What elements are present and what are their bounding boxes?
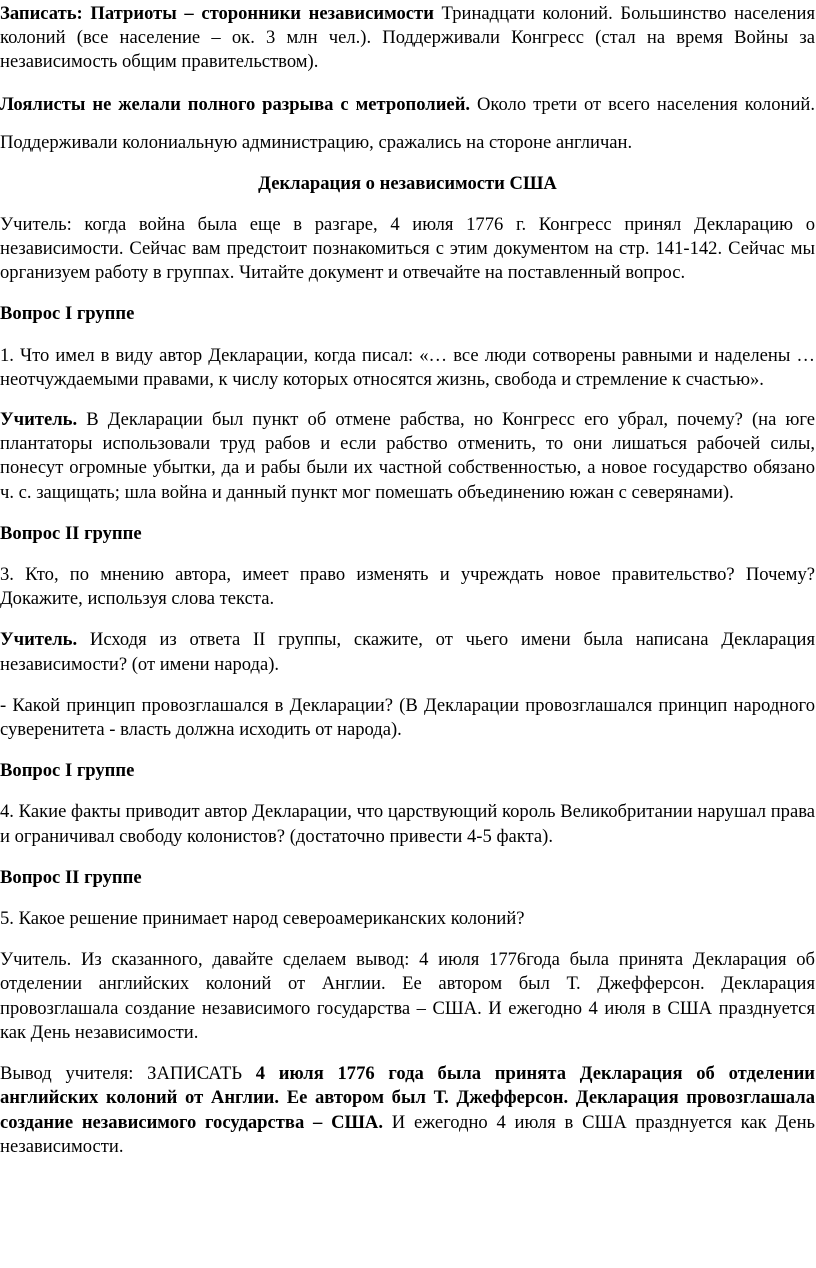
teacher-label: Учитель.: [0, 629, 78, 651]
paragraph-patriots: [0, 2, 815, 75]
summary-prefix: Вывод учителя: ЗАПИСАТЬ: [0, 1063, 256, 1085]
paragraph-teacher-people: [0, 628, 815, 676]
document-page: [0, 2, 816, 1159]
question-text-4: 4. Какие факты приводит автор Декларации, что царствующий король Великобритании нарушал права и ограничивал свободу колонистов? (достаточно привести 4-5 факта).: [0, 801, 815, 847]
paragraph-teacher-conclusion: Учитель. Из сказанного, давайте сделаем вывод: 4 июля 1776года была принята Декларация об отделении английских колоний от Англии. Ее автором был Т. Джефферсон. Декларация провозглашала создание независимого государства – США. И ежегодно 4 июля в США празднуется как День независимости.: [0, 949, 815, 1043]
question-label-2: Вопрос II группе: [0, 522, 142, 544]
summary-bold: 4 июля 1776 года была принята Декларация об отделении английских колоний от Англии. Ее автором был Т. Джефферсон. Декларация провозглашала создание независимого государства – США.: [0, 1063, 815, 1133]
teacher-people-text: Исходя из ответа II группы, скажите, от чьего имени была написана Декларация независимости? (от имени народа).: [0, 629, 815, 675]
loyalists-bold: Лоялисты не желали полного разрыва с метрополией.: [0, 93, 471, 115]
patriots-bold: Записать: Патриоты – сторонники независимости: [0, 3, 434, 24]
teacher-label: Учитель.: [0, 409, 78, 431]
question-text-1: 1. Что имел в виду автор Декларации, когда писал: «… все люди сотворены равными и наделены … неотчуждаемыми правами, к числу которых относятся жизнь, свобода и стремление к счастью».: [0, 344, 815, 390]
summary-suffix: И ежегодно 4 июля в США празднуется как День независимости.: [0, 1111, 815, 1157]
question-label-1: Вопрос I группе: [0, 303, 135, 325]
paragraph-teacher-intro: Учитель: когда война была еще в разгаре, 4 июля 1776 г. Конгресс принял Декларацию о независимости. Сейчас вам предстоит познакомиться с этим документом на стр. 141-142. Сейчас мы организуем работу в группах. Читайте документ и отвечайте на поставленный вопрос.: [0, 213, 815, 284]
question-text-3: 3. Кто, по мнению автора, имеет право изменять и учреждать новое правительство? Почему? Докажите, используя слова текста.: [0, 564, 815, 610]
patriots-text: Тринадцати колоний. Большинство населения колоний (все население – ок. 3 млн чел.). Поддерживали Конгресс (стал на время Войны за независимость общим правительством).: [0, 3, 815, 73]
section-heading: Декларация о независимости США: [258, 172, 557, 194]
paragraph-loyalists: [0, 86, 815, 162]
paragraph-teacher-summary: [0, 1062, 815, 1159]
loyalists-text: Около трети от всего населения колоний. Поддерживали колониальную администрацию, сражались на стороне англичан.: [0, 93, 815, 153]
question-label-4: Вопрос II группе: [0, 866, 142, 888]
paragraph-sovereignty: - Какой принцип провозглашался в Декларации? (В Декларации провозглашался принцип народного суверенитета - власть должна исходить от народа).: [0, 694, 815, 741]
paragraph-teacher-slavery: [0, 408, 815, 505]
question-label-3: Вопрос I группе: [0, 760, 135, 782]
teacher-slavery-text: В Декларации был пункт об отмене рабства, но Конгресс его убрал, почему? (на юге плантаторы использовали труд рабов и если рабство отменить, то они лишаться рабочей силы, понесут огромные убытки, да и рабы были их частной собственностью, а новое государство обязано ч. с. защищать; шла война и данный пункт мог помешать объединению южан с северянами).: [0, 409, 815, 503]
question-text-5: 5. Какое решение принимает народ североамериканских колоний?: [0, 908, 525, 930]
